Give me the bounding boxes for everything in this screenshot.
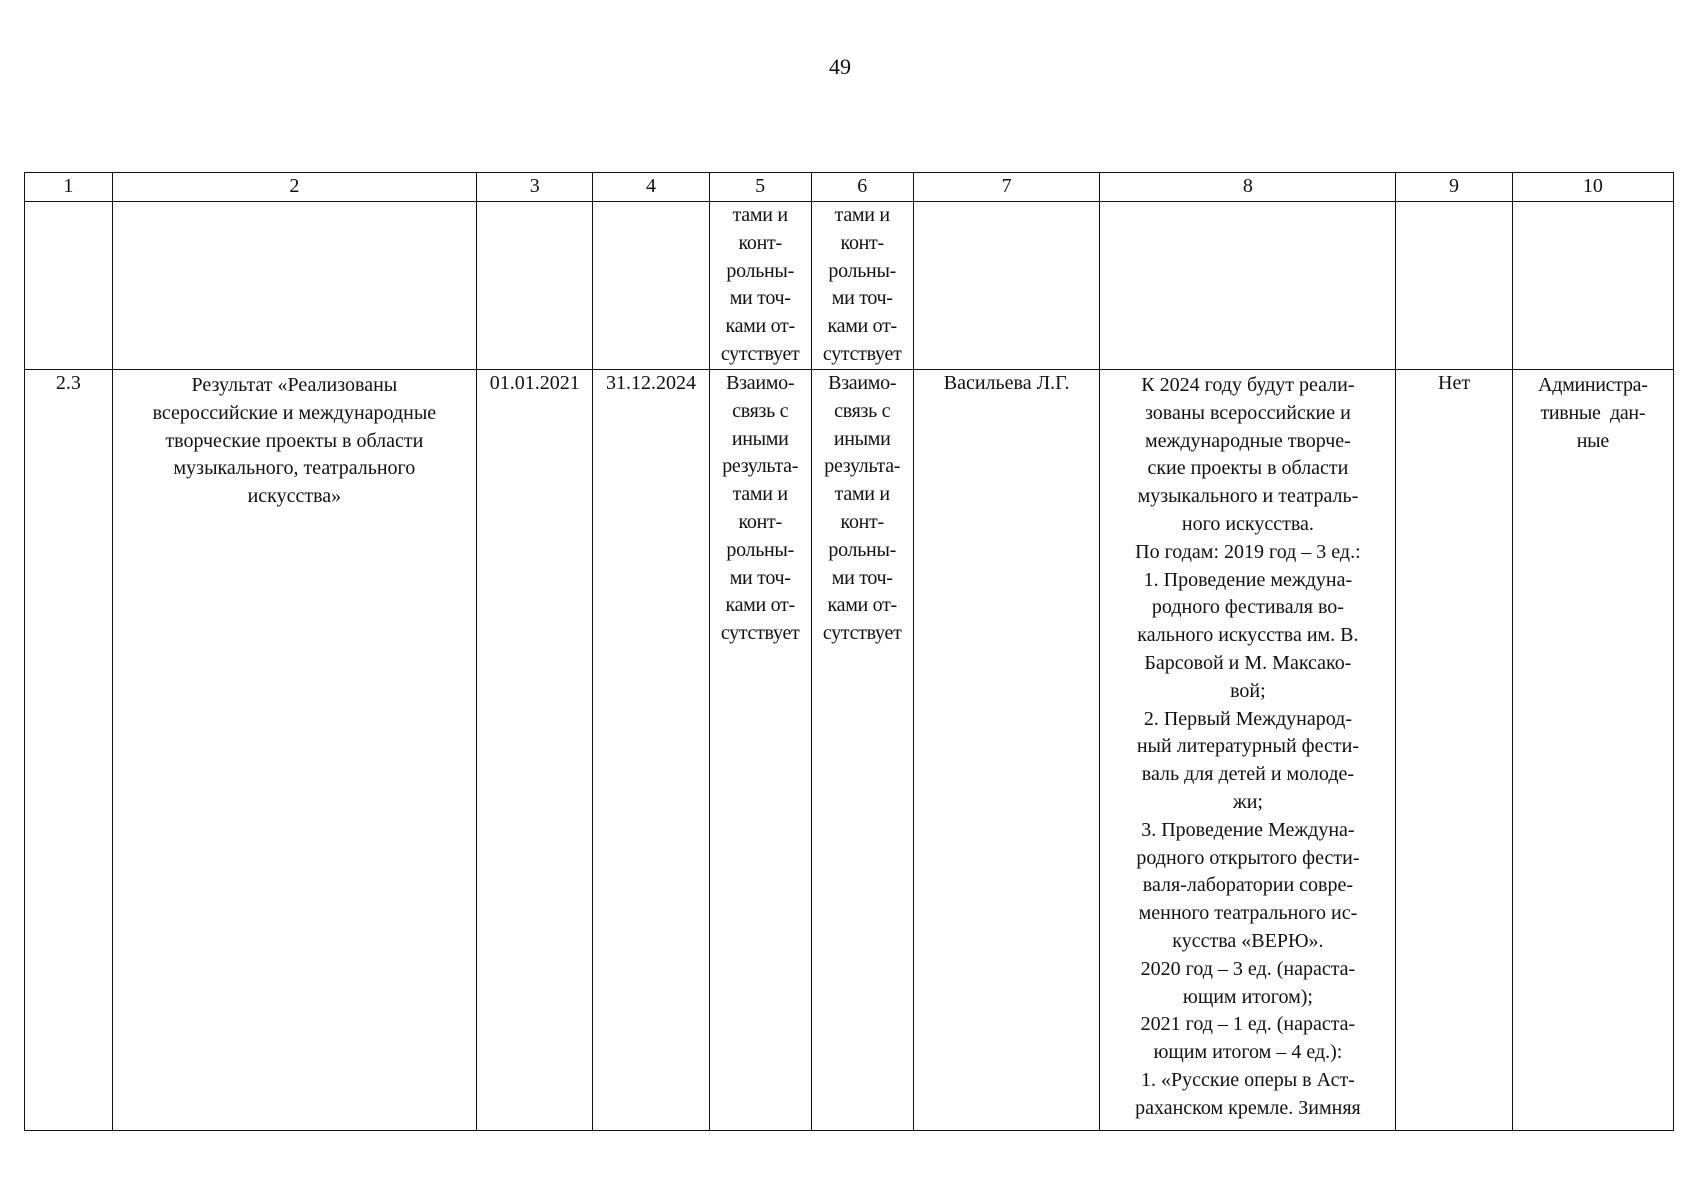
responsible-person: Васильева Л.Г.	[913, 370, 1100, 1131]
description-line: международные творче-	[1144, 429, 1351, 452]
description-line: зованы всероссийские и	[1144, 401, 1351, 424]
cont-cell-3	[477, 202, 593, 370]
cont-cell-9	[1396, 202, 1512, 370]
description-line: валя-лаборатории совре-	[1142, 874, 1354, 897]
description-line: валь для детей и молоде-	[1141, 763, 1355, 786]
col-header-4: 4	[593, 173, 709, 202]
description-line: По годам: 2019 год – 3 ед.:	[1135, 540, 1361, 563]
description-line: ного искусства.	[1181, 512, 1314, 535]
end-date: 31.12.2024	[593, 370, 709, 1131]
col-header-10: 10	[1512, 173, 1673, 202]
description-line: 2020 год – 3 ед. (нараста-	[1140, 957, 1356, 980]
col-header-3: 3	[477, 173, 593, 202]
cont-relation-cell-2: тами и конт- рольны- ми точ- ками от- сутствует	[811, 202, 913, 370]
description-line: родного открытого фести-	[1136, 846, 1360, 869]
result-description	[1100, 370, 1396, 1131]
data-source: Администра- тивные дан- ные	[1512, 370, 1673, 1131]
start-date: 01.01.2021	[477, 370, 593, 1131]
relation-cell: Взаимо- связь с иными результа- тами и конт- рольны- ми точ- ками от- сутствует	[709, 370, 811, 1131]
description-line: 2. Первый Международ-	[1143, 707, 1352, 730]
col-header-5: 5	[709, 173, 811, 202]
description-line: раханском кремле. Зимняя	[1135, 1096, 1361, 1119]
description-line: Барсовой и М. Максако-	[1144, 651, 1352, 674]
cont-cell-4	[593, 202, 709, 370]
cont-relation-cell: тами и конт- рольны- ми точ- ками от- сутствует	[709, 202, 811, 370]
description-line: ный литературный фести-	[1136, 735, 1359, 758]
description-line: К 2024 году будут реали-	[1141, 374, 1355, 396]
result-name: Результат «Реализованы всероссийские и международные творческие проекты в области музыкального, театрального искусства»	[112, 370, 476, 1131]
description-line: 1. Проведение междуна-	[1143, 568, 1353, 591]
col-header-7: 7	[913, 173, 1100, 202]
header-row	[25, 173, 1674, 202]
description-line: 1. «Русские оперы в Аст-	[1140, 1068, 1355, 1091]
description-line: ющим итогом – 4 ед.):	[1153, 1041, 1343, 1064]
description-line: ские проекты в области	[1147, 457, 1349, 480]
description-line: кусства «ВЕРЮ».	[1172, 929, 1324, 952]
cont-cell-10	[1512, 202, 1673, 370]
table-row	[25, 370, 1674, 1131]
description-line: 2021 год – 1 ед. (нараста-	[1140, 1013, 1356, 1036]
description-line: музыкального и театраль-	[1137, 485, 1359, 508]
description-line: кального искусства им. В.	[1137, 624, 1359, 647]
cont-cell-8	[1100, 202, 1396, 370]
description-line: жи;	[1232, 790, 1263, 813]
cont-cell-1	[25, 202, 113, 370]
description-line: 3. Проведение Междуна-	[1141, 818, 1355, 841]
continuation-row	[25, 202, 1674, 370]
description-line: родного фестиваля во-	[1151, 596, 1344, 619]
row-number: 2.3	[25, 370, 113, 1131]
description-line: вой;	[1230, 679, 1266, 702]
col-header-2: 2	[112, 173, 476, 202]
relation-cell-2: Взаимо- связь с иными результа- тами и конт- рольны- ми точ- ками от- сутствует	[811, 370, 913, 1131]
cont-cell-2	[112, 202, 476, 370]
description-line: менного театрального ис-	[1138, 902, 1358, 925]
col-header-6: 6	[811, 173, 913, 202]
col-header-1: 1	[25, 173, 113, 202]
description-line: ющим итогом);	[1182, 985, 1313, 1008]
col-header-8: 8	[1100, 173, 1396, 202]
page-number: 49	[829, 54, 851, 79]
control-point-flag: Нет	[1396, 370, 1512, 1131]
plan-table	[24, 172, 1674, 1131]
cont-cell-7	[913, 202, 1100, 370]
col-header-9: 9	[1396, 173, 1512, 202]
